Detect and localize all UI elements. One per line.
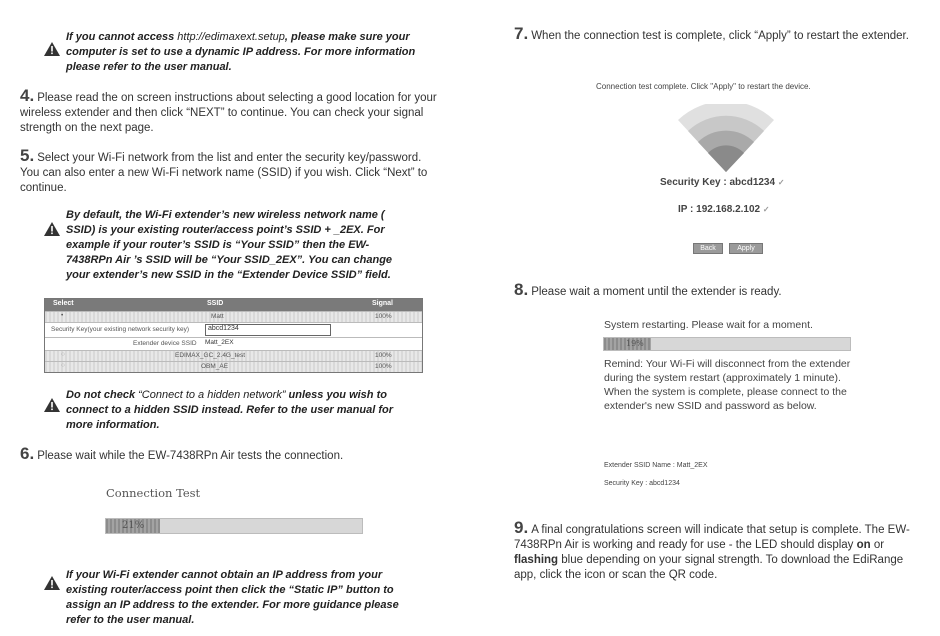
security-key-readout: Security Key : abcd1234 ✓ bbox=[660, 177, 785, 188]
table-header: Select SSID Signal bbox=[45, 299, 422, 311]
note-default-ssid: By default, the Wi-Fi extender’s new wireless network name ( SSID) is your existing router/access point’s SSID + _2EX. For example if your router’s SSID is “Your SSID” then the EW-7438RPn Air ’s SSID will be “Your SSID_2EX”. You can change your extender’s new SSID in the “Extender Device SSID” field. bbox=[44, 208, 424, 286]
extender-ssid-row: Extender device SSID Matt_2EX bbox=[45, 337, 422, 350]
ip-readout: IP : 192.168.2.102 ✓ bbox=[678, 204, 770, 215]
radio-selected[interactable]: • bbox=[61, 312, 64, 319]
remind-text: Remind: Your Wi-Fi will disconnect from the extender during the system restart (approximately 1 minute). When the system is complete, please connect to the extender's new SSID and password as below. bbox=[604, 358, 851, 412]
step-4: 4. Please read the on screen instructions about selecting a good location for your wireless extender and then click “NEXT” to continue. You can check your signal strength on the next page. bbox=[20, 86, 437, 134]
step-7: 7. When the connection test is complete, click “Apply” to restart the extender. bbox=[514, 24, 909, 43]
ssid-table bbox=[44, 298, 423, 373]
note-hidden-network: Do not check “Connect to a hidden network” unless you wish to connect to a hidden SSID instead. Refer to the user manual for more information. bbox=[44, 388, 424, 434]
security-key-row: Security Key(your existing network security key) abcd1234 bbox=[45, 322, 422, 337]
table-row[interactable]: • Matt 100% bbox=[45, 311, 422, 322]
warning-icon bbox=[44, 576, 60, 590]
note-dynamic-ip: If you cannot access http://edimaxext.setup, please make sure your computer is set to use a dynamic IP address. For more information please refer to the user manual. bbox=[44, 30, 424, 78]
step-6: 6. Please wait while the EW-7438RPn Air tests the connection. bbox=[20, 444, 344, 463]
warning-icon bbox=[44, 398, 60, 412]
restart-progress: 19% bbox=[603, 337, 851, 351]
radio[interactable]: ○ bbox=[61, 362, 65, 369]
step-5: 5. Select your Wi-Fi network from the list and enter the security key/password. You can also enter a new Wi-Fi network name (SSID) if you wish. Click “Next” to continue. bbox=[20, 146, 428, 194]
warning-icon bbox=[44, 42, 60, 56]
table-row[interactable]: ○ OBM_AE 100% bbox=[45, 361, 422, 372]
warning-icon bbox=[44, 222, 60, 236]
table-row[interactable]: ○ EDIMAX_GC_2.4G_test 100% bbox=[45, 350, 422, 361]
check-icon: ✓ bbox=[777, 178, 785, 187]
extender-ssid-input[interactable]: Matt_2EX bbox=[205, 339, 234, 346]
step-9: 9. A final congratulations screen will indicate that setup is complete. The EW-7438RPn Air is working and ready for use - the LED should display on or flashing blue depending on your signal strength. To download the EdiRange app, click the icon or scan the QR code. bbox=[514, 518, 910, 581]
check-icon: ✓ bbox=[762, 205, 770, 214]
complete-message: Connection test complete. Click "Apply" to restart the device. bbox=[596, 82, 811, 91]
connection-test-title: Connection Test bbox=[106, 486, 201, 500]
connection-test-progress: 21% bbox=[105, 518, 363, 534]
back-button[interactable]: Back bbox=[693, 243, 723, 254]
security-key-line: Security Key : abcd1234 bbox=[604, 480, 680, 487]
step-8: 8. Please wait a moment until the extender is ready. bbox=[514, 280, 782, 299]
setup-url[interactable]: http://edimaxext.setup bbox=[177, 31, 285, 43]
restart-message: System restarting. Please wait for a moment. bbox=[604, 319, 813, 331]
radio[interactable]: ○ bbox=[61, 351, 65, 358]
apply-button[interactable]: Apply bbox=[729, 243, 763, 254]
security-key-input[interactable]: abcd1234 bbox=[205, 324, 331, 336]
wifi-signal-icon bbox=[676, 104, 776, 174]
note-static-ip: If your Wi-Fi extender cannot obtain an IP address from your existing router/access point then click the “Static IP” button to assign an IP address to the extender. For more guidance please refer to the user manual. bbox=[44, 568, 424, 630]
extender-ssid-line: Extender SSID Name : Matt_2EX bbox=[604, 462, 708, 469]
